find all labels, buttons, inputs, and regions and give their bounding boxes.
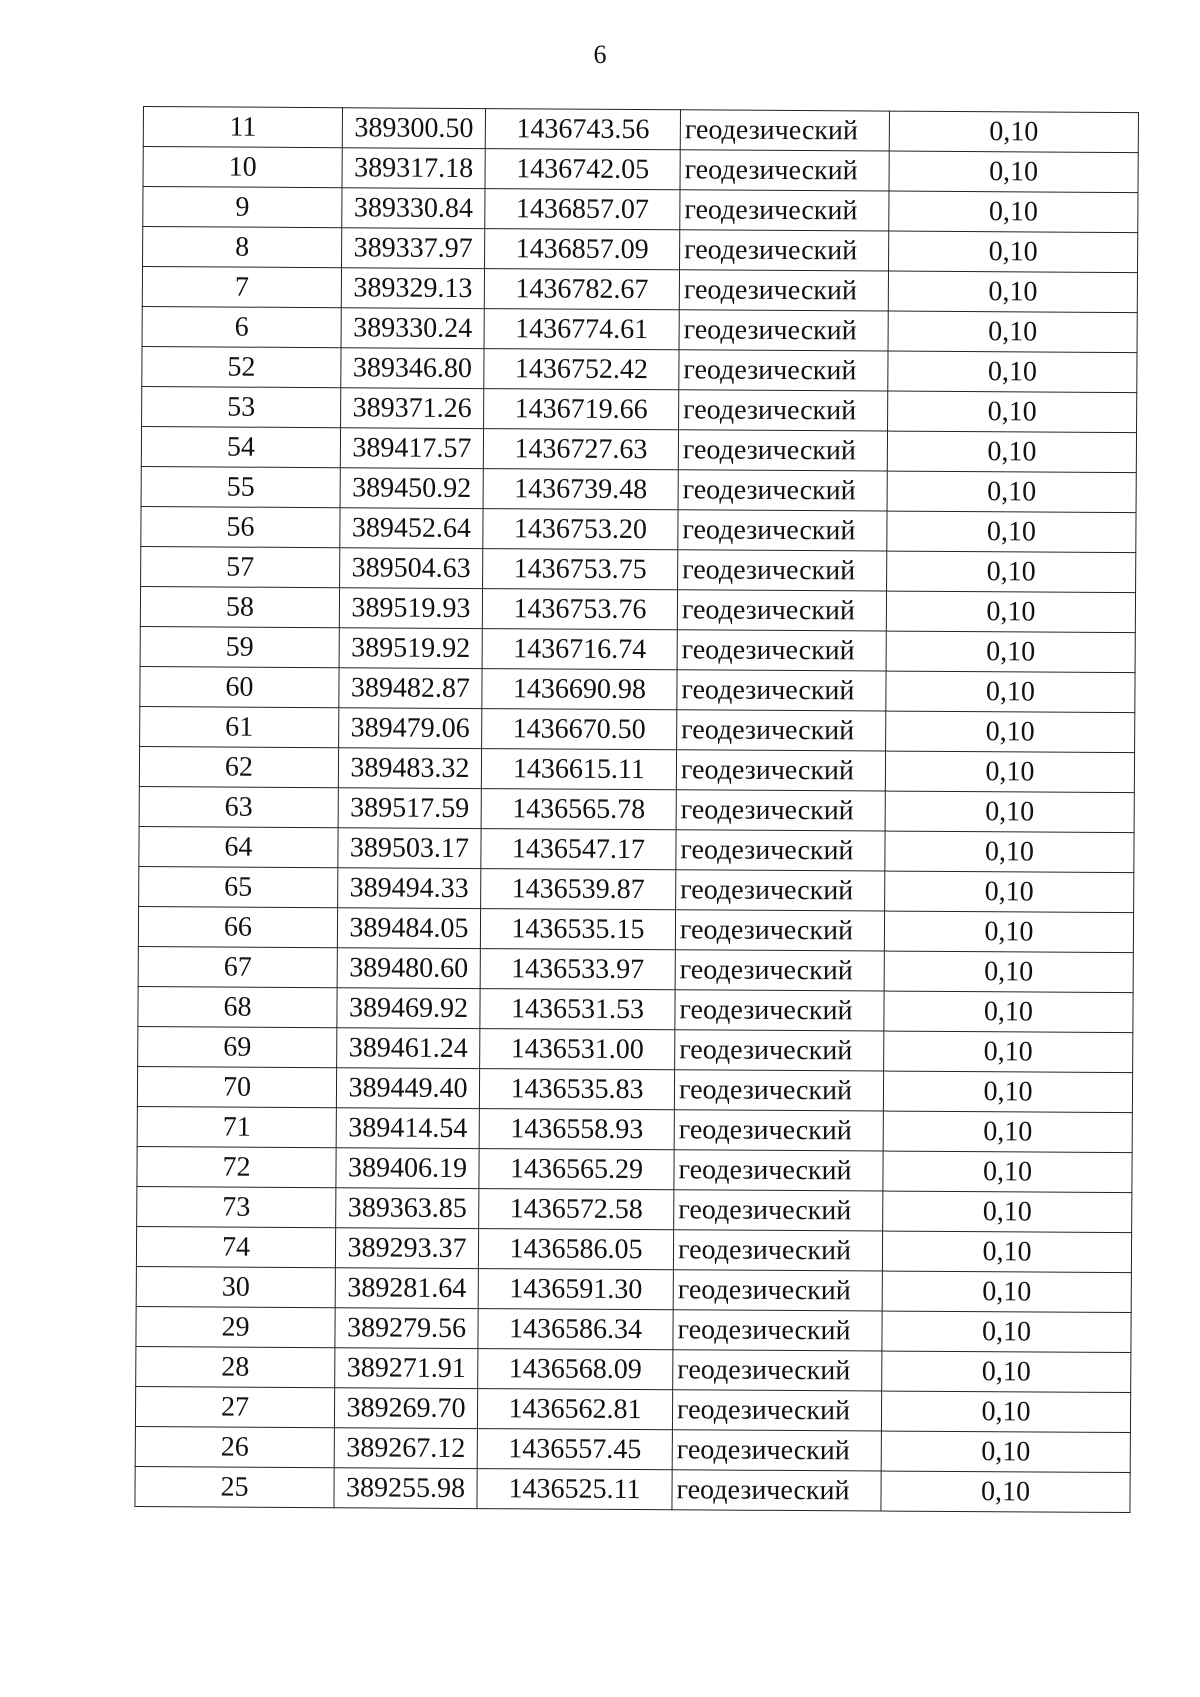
- x-coordinate-cell: 389449.40: [336, 1068, 479, 1109]
- y-coordinate-cell: 1436591.30: [478, 1269, 673, 1310]
- table-row: [137, 1186, 1132, 1232]
- table-row: [141, 506, 1136, 552]
- accuracy-cell: 0,10: [881, 1471, 1130, 1513]
- point-number-cell: 53: [142, 386, 341, 427]
- accuracy-cell: 0,10: [883, 1071, 1132, 1113]
- method-cell: геодезический: [677, 670, 886, 711]
- y-coordinate-cell: 1436531.53: [480, 989, 675, 1030]
- point-number-cell: 6: [142, 306, 341, 347]
- table-row: [137, 1146, 1132, 1192]
- accuracy-cell: 0,10: [888, 311, 1137, 353]
- method-cell: геодезический: [676, 830, 885, 871]
- table-row: [140, 666, 1135, 712]
- point-number-cell: 58: [140, 586, 339, 627]
- y-coordinate-cell: 1436565.29: [479, 1149, 674, 1190]
- table-row: [138, 946, 1133, 992]
- point-number-cell: 60: [140, 666, 339, 707]
- table-row: [135, 1466, 1130, 1512]
- table-row: [138, 986, 1133, 1032]
- x-coordinate-cell: 389504.63: [340, 548, 483, 589]
- table-row: [136, 1226, 1131, 1272]
- y-coordinate-cell: 1436752.42: [484, 349, 679, 390]
- y-coordinate-cell: 1436727.63: [483, 429, 678, 470]
- point-number-cell: 55: [141, 466, 340, 507]
- point-number-cell: 68: [138, 986, 337, 1027]
- x-coordinate-cell: 389469.92: [337, 988, 480, 1029]
- point-number-cell: 9: [143, 187, 342, 228]
- point-number-cell: 56: [141, 506, 340, 547]
- y-coordinate-cell: 1436753.75: [483, 549, 678, 590]
- method-cell: геодезический: [678, 470, 887, 511]
- method-cell: геодезический: [674, 1190, 883, 1231]
- y-coordinate-cell: 1436565.78: [481, 789, 676, 830]
- y-coordinate-cell: 1436525.11: [477, 1469, 672, 1510]
- table-row: [142, 267, 1137, 313]
- x-coordinate-cell: 389269.70: [334, 1388, 477, 1429]
- table-row: [141, 546, 1136, 592]
- method-cell: геодезический: [675, 1030, 884, 1071]
- table-row: [135, 1426, 1130, 1472]
- accuracy-cell: 0,10: [883, 1151, 1132, 1193]
- y-coordinate-cell: 1436742.05: [485, 149, 680, 190]
- method-cell: геодезический: [673, 1310, 882, 1351]
- point-number-cell: 25: [135, 1466, 334, 1507]
- y-coordinate-cell: 1436857.07: [485, 189, 680, 230]
- point-number-cell: 57: [141, 546, 340, 587]
- x-coordinate-cell: 389330.84: [342, 188, 485, 229]
- table-row: [139, 866, 1134, 912]
- table-row: [143, 147, 1138, 193]
- table-row: [137, 1106, 1132, 1152]
- x-coordinate-cell: 389417.57: [340, 428, 483, 469]
- accuracy-cell: 0,10: [883, 1191, 1132, 1233]
- accuracy-cell: 0,10: [885, 871, 1134, 913]
- x-coordinate-cell: 389255.98: [334, 1468, 477, 1509]
- point-number-cell: 54: [141, 426, 340, 467]
- table-row: [139, 826, 1134, 872]
- point-number-cell: 11: [143, 107, 342, 148]
- x-coordinate-cell: 389517.59: [338, 788, 481, 829]
- method-cell: геодезический: [680, 150, 889, 191]
- accuracy-cell: 0,10: [885, 831, 1134, 873]
- method-cell: геодезический: [677, 590, 886, 631]
- method-cell: геодезический: [672, 1390, 881, 1431]
- method-cell: геодезический: [676, 750, 885, 791]
- x-coordinate-cell: 389414.54: [336, 1108, 479, 1149]
- accuracy-cell: 0,10: [884, 991, 1133, 1033]
- table-row: [142, 306, 1137, 352]
- method-cell: геодезический: [672, 1470, 881, 1511]
- x-coordinate-cell: 389371.26: [341, 388, 484, 429]
- accuracy-cell: 0,10: [889, 231, 1138, 273]
- point-number-cell: 71: [137, 1106, 336, 1147]
- accuracy-cell: 0,10: [889, 191, 1138, 233]
- y-coordinate-cell: 1436670.50: [482, 709, 677, 750]
- x-coordinate-cell: 389337.97: [342, 228, 485, 269]
- coordinates-sheet: [134, 106, 1139, 1513]
- point-number-cell: 70: [137, 1066, 336, 1107]
- y-coordinate-cell: 1436531.00: [480, 1029, 675, 1070]
- method-cell: геодезический: [673, 1350, 882, 1391]
- method-cell: геодезический: [680, 190, 889, 231]
- point-number-cell: 74: [136, 1226, 335, 1267]
- point-number-cell: 69: [138, 1026, 337, 1067]
- accuracy-cell: 0,10: [886, 631, 1135, 673]
- table-row: [138, 1026, 1133, 1072]
- page-number: 6: [593, 40, 607, 69]
- method-cell: геодезический: [679, 350, 888, 391]
- accuracy-cell: 0,10: [889, 151, 1138, 193]
- accuracy-cell: 0,10: [885, 751, 1134, 793]
- x-coordinate-cell: 389519.93: [339, 588, 482, 629]
- point-number-cell: 29: [136, 1306, 335, 1347]
- table-row: [139, 746, 1134, 792]
- y-coordinate-cell: 1436857.09: [485, 229, 680, 270]
- x-coordinate-cell: 389267.12: [334, 1428, 477, 1469]
- point-number-cell: 8: [143, 227, 342, 268]
- point-number-cell: 10: [143, 147, 342, 188]
- y-coordinate-cell: 1436535.83: [479, 1069, 674, 1110]
- accuracy-cell: 0,10: [882, 1271, 1131, 1313]
- y-coordinate-cell: 1436743.56: [485, 109, 680, 150]
- point-number-cell: 72: [137, 1146, 336, 1187]
- y-coordinate-cell: 1436586.34: [478, 1309, 673, 1350]
- y-coordinate-cell: 1436719.66: [484, 389, 679, 430]
- table-row: [143, 187, 1138, 233]
- accuracy-cell: 0,10: [883, 1111, 1132, 1153]
- point-number-cell: 66: [138, 906, 337, 947]
- point-number-cell: 28: [136, 1346, 335, 1387]
- x-coordinate-cell: 389494.33: [338, 868, 481, 909]
- y-coordinate-cell: 1436739.48: [483, 469, 678, 510]
- accuracy-cell: 0,10: [884, 911, 1133, 953]
- table-row: [135, 1386, 1130, 1432]
- method-cell: геодезический: [673, 1230, 882, 1271]
- method-cell: геодезический: [678, 430, 887, 471]
- x-coordinate-cell: 389483.32: [338, 748, 481, 789]
- method-cell: геодезический: [676, 790, 885, 831]
- accuracy-cell: 0,10: [886, 671, 1135, 713]
- x-coordinate-cell: 389329.13: [341, 268, 484, 309]
- accuracy-cell: 0,10: [884, 951, 1133, 993]
- table-row: [140, 586, 1135, 632]
- point-number-cell: 73: [137, 1186, 336, 1227]
- method-cell: геодезический: [677, 630, 886, 671]
- x-coordinate-cell: 389271.91: [335, 1348, 478, 1389]
- x-coordinate-cell: 389503.17: [338, 828, 481, 869]
- accuracy-cell: 0,10: [882, 1311, 1131, 1353]
- table-row: [136, 1266, 1131, 1312]
- table-row: [141, 466, 1136, 512]
- method-cell: геодезический: [680, 230, 889, 271]
- table-row: [142, 386, 1137, 432]
- y-coordinate-cell: 1436533.97: [480, 949, 675, 990]
- y-coordinate-cell: 1436753.76: [482, 589, 677, 630]
- accuracy-cell: 0,10: [882, 1231, 1131, 1273]
- point-number-cell: 64: [139, 826, 338, 867]
- method-cell: геодезический: [680, 110, 889, 151]
- x-coordinate-cell: 389461.24: [337, 1028, 480, 1069]
- table-row: [143, 107, 1138, 153]
- table-row: [140, 626, 1135, 672]
- table-row: [139, 786, 1134, 832]
- coordinates-table: [134, 106, 1139, 1513]
- point-number-cell: 59: [140, 626, 339, 667]
- method-cell: геодезический: [672, 1430, 881, 1471]
- accuracy-cell: 0,10: [887, 551, 1136, 593]
- accuracy-cell: 0,10: [887, 471, 1136, 513]
- x-coordinate-cell: 389484.05: [337, 908, 480, 949]
- table-row: [141, 426, 1136, 472]
- y-coordinate-cell: 1436547.17: [481, 829, 676, 870]
- accuracy-cell: 0,10: [889, 111, 1138, 153]
- coordinates-table-body: [135, 107, 1139, 1513]
- x-coordinate-cell: 389452.64: [340, 508, 483, 549]
- method-cell: геодезический: [678, 550, 887, 591]
- y-coordinate-cell: 1436568.09: [478, 1349, 673, 1390]
- point-number-cell: 52: [142, 346, 341, 387]
- y-coordinate-cell: 1436716.74: [482, 629, 677, 670]
- x-coordinate-cell: 389300.50: [342, 108, 485, 149]
- y-coordinate-cell: 1436615.11: [481, 749, 676, 790]
- x-coordinate-cell: 389330.24: [341, 308, 484, 349]
- x-coordinate-cell: 389519.92: [339, 628, 482, 669]
- table-row: [140, 706, 1135, 752]
- y-coordinate-cell: 1436539.87: [481, 869, 676, 910]
- accuracy-cell: 0,10: [887, 511, 1136, 553]
- point-number-cell: 61: [140, 706, 339, 747]
- accuracy-cell: 0,10: [882, 1351, 1131, 1393]
- accuracy-cell: 0,10: [888, 391, 1137, 433]
- accuracy-cell: 0,10: [887, 431, 1136, 473]
- method-cell: геодезический: [674, 1150, 883, 1191]
- x-coordinate-cell: 389363.85: [336, 1188, 479, 1229]
- accuracy-cell: 0,10: [888, 271, 1137, 313]
- method-cell: геодезический: [679, 270, 888, 311]
- x-coordinate-cell: 389480.60: [337, 948, 480, 989]
- point-number-cell: 65: [139, 866, 338, 907]
- accuracy-cell: 0,10: [886, 591, 1135, 633]
- x-coordinate-cell: 389317.18: [342, 148, 485, 189]
- method-cell: геодезический: [678, 510, 887, 551]
- accuracy-cell: 0,10: [884, 1031, 1133, 1073]
- y-coordinate-cell: 1436562.81: [477, 1389, 672, 1430]
- method-cell: геодезический: [676, 870, 885, 911]
- y-coordinate-cell: 1436774.61: [484, 309, 679, 350]
- table-row: [137, 1066, 1132, 1112]
- y-coordinate-cell: 1436586.05: [478, 1229, 673, 1270]
- x-coordinate-cell: 389279.56: [335, 1308, 478, 1349]
- method-cell: геодезический: [679, 310, 888, 351]
- x-coordinate-cell: 389346.80: [341, 348, 484, 389]
- y-coordinate-cell: 1436558.93: [479, 1109, 674, 1150]
- method-cell: геодезический: [675, 950, 884, 991]
- table-row: [136, 1346, 1131, 1392]
- x-coordinate-cell: 389479.06: [339, 708, 482, 749]
- accuracy-cell: 0,10: [881, 1431, 1130, 1473]
- y-coordinate-cell: 1436690.98: [482, 669, 677, 710]
- accuracy-cell: 0,10: [885, 791, 1134, 833]
- x-coordinate-cell: 389482.87: [339, 668, 482, 709]
- x-coordinate-cell: 389281.64: [335, 1268, 478, 1309]
- y-coordinate-cell: 1436535.15: [480, 909, 675, 950]
- table-row: [136, 1306, 1131, 1352]
- method-cell: геодезический: [674, 1110, 883, 1151]
- y-coordinate-cell: 1436572.58: [479, 1189, 674, 1230]
- x-coordinate-cell: 389406.19: [336, 1148, 479, 1189]
- method-cell: геодезический: [675, 990, 884, 1031]
- table-row: [143, 227, 1138, 273]
- accuracy-cell: 0,10: [881, 1391, 1130, 1433]
- method-cell: геодезический: [675, 910, 884, 951]
- accuracy-cell: 0,10: [886, 711, 1135, 753]
- point-number-cell: 30: [136, 1266, 335, 1307]
- point-number-cell: 62: [139, 746, 338, 787]
- point-number-cell: 7: [142, 267, 341, 308]
- method-cell: геодезический: [679, 390, 888, 431]
- point-number-cell: 63: [139, 786, 338, 827]
- y-coordinate-cell: 1436782.67: [484, 269, 679, 310]
- y-coordinate-cell: 1436753.20: [483, 509, 678, 550]
- point-number-cell: 67: [138, 946, 337, 987]
- point-number-cell: 27: [135, 1386, 334, 1427]
- y-coordinate-cell: 1436557.45: [477, 1429, 672, 1470]
- x-coordinate-cell: 389293.37: [335, 1228, 478, 1269]
- method-cell: геодезический: [674, 1070, 883, 1111]
- method-cell: геодезический: [677, 710, 886, 751]
- x-coordinate-cell: 389450.92: [340, 468, 483, 509]
- point-number-cell: 26: [135, 1426, 334, 1467]
- table-row: [142, 346, 1137, 392]
- method-cell: геодезический: [673, 1270, 882, 1311]
- table-row: [138, 906, 1133, 952]
- accuracy-cell: 0,10: [888, 351, 1137, 393]
